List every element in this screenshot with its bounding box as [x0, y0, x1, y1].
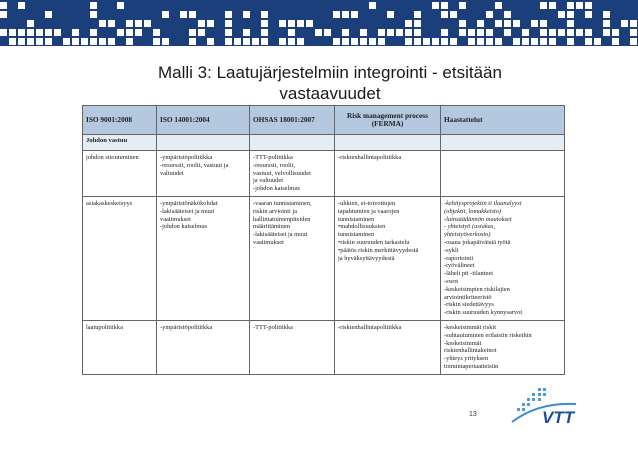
- band-square: [558, 11, 565, 18]
- band-square: [414, 29, 421, 36]
- band-square: [306, 20, 313, 27]
- band-square: [27, 20, 34, 27]
- cell-line: -TTT-politiikka: [253, 154, 293, 161]
- band-square: [450, 11, 457, 18]
- band-square: [288, 29, 295, 36]
- band-square: [135, 20, 142, 27]
- band-square: [603, 11, 610, 18]
- band-square: [90, 11, 97, 18]
- table-cell: [250, 151, 335, 197]
- band-square: [126, 20, 133, 27]
- band-square: [630, 29, 637, 36]
- band-square: [198, 20, 205, 27]
- band-square: [45, 29, 52, 36]
- band-square: [612, 29, 619, 36]
- cell-line: riskienhallintakeinot: [444, 347, 497, 355]
- band-square: [576, 29, 583, 36]
- band-square: [405, 29, 412, 36]
- band-square: [225, 29, 232, 36]
- band-square: [486, 11, 493, 18]
- cell-line: -lakisääteiset ja muut: [253, 231, 308, 239]
- band-square: [108, 20, 115, 27]
- band-square: [468, 38, 475, 45]
- band-square: [90, 29, 97, 36]
- table-header-row: [83, 106, 565, 135]
- band-square: [405, 20, 412, 27]
- band-square: [459, 29, 466, 36]
- cell-line: -swot: [444, 277, 459, 285]
- cell-line: vastuut, velvollisuudet: [253, 169, 311, 177]
- band-square: [540, 38, 547, 45]
- band-square: [585, 29, 592, 36]
- table-cell: [157, 151, 250, 197]
- cell-line: -suhtautuminen erilaisiin riskeihin: [444, 331, 532, 339]
- header-band: [0, 0, 638, 46]
- band-square: [342, 38, 349, 45]
- band-square: [0, 11, 7, 18]
- band-square: [45, 38, 52, 45]
- section-empty-cell: [441, 135, 565, 151]
- page-number: 13: [469, 411, 477, 418]
- cell-line: -kehitysprojektin ti ilaanalyysi: [444, 199, 522, 207]
- band-square: [108, 38, 115, 45]
- band-square: [585, 2, 592, 9]
- section-row: [83, 135, 565, 151]
- band-square: [90, 38, 97, 45]
- section-label: Johdon vastuu: [83, 135, 157, 151]
- band-square: [558, 29, 565, 36]
- band-square: [288, 38, 295, 45]
- slide-title: [60, 62, 600, 104]
- cell-line: -osana jokapäiväistä työtä: [444, 238, 511, 246]
- cell-line: (objektit, lomakkeisto): [444, 207, 502, 215]
- band-square: [243, 11, 250, 18]
- band-square: [567, 29, 574, 36]
- band-square: [180, 11, 187, 18]
- band-square: [540, 2, 547, 9]
- band-square: [495, 20, 502, 27]
- cell-line: riskin arviointi ja: [253, 207, 298, 215]
- band-square: [351, 38, 358, 45]
- table-row: [83, 320, 565, 374]
- band-square: [360, 29, 367, 36]
- band-square: [342, 29, 349, 36]
- cell-line: johdon sitoutuminen: [86, 154, 139, 161]
- cell-line: tunnistaminen: [338, 215, 375, 223]
- band-square: [450, 38, 457, 45]
- band-square: [441, 38, 448, 45]
- band-square: [504, 29, 511, 36]
- band-square: [495, 38, 502, 45]
- band-square: [81, 38, 88, 45]
- cell-line: -keskeisimmät riskit: [444, 323, 497, 331]
- band-square: [117, 29, 124, 36]
- cell-line: -johdon katselmus: [160, 223, 208, 231]
- checkered-band-graphic: [0, 0, 638, 46]
- table-cell: [441, 151, 565, 197]
- band-square: [612, 38, 619, 45]
- band-square: [531, 20, 538, 27]
- table-cell: [83, 151, 157, 197]
- band-square: [18, 38, 25, 45]
- band-square: [261, 29, 268, 36]
- band-square: [459, 20, 466, 27]
- cell-line: -ympäristönäkökohdat: [160, 199, 218, 207]
- band-square: [513, 38, 520, 45]
- band-square: [333, 11, 340, 18]
- band-square: [621, 20, 628, 27]
- band-square: [99, 20, 106, 27]
- band-square: [117, 2, 124, 9]
- band-square: [9, 29, 16, 36]
- band-square: [378, 29, 385, 36]
- band-square: [99, 38, 106, 45]
- band-square: [549, 29, 556, 36]
- slide-title-line-2: vastaavuudet: [279, 84, 381, 103]
- band-square: [630, 20, 637, 27]
- cell-line: tunnistaminen: [338, 231, 375, 239]
- band-square: [9, 38, 16, 45]
- band-square: [594, 38, 601, 45]
- band-square: [189, 29, 196, 36]
- band-square: [477, 38, 484, 45]
- cell-line: -riskienhallintapolitiikka: [338, 323, 402, 331]
- band-square: [432, 38, 439, 45]
- cell-line: -vaaran tunnistaminen,: [253, 199, 312, 207]
- cell-line: - yhteistyö (asiakas,: [444, 223, 495, 231]
- header-cell: Haastattelut: [441, 106, 565, 135]
- band-square: [189, 11, 196, 18]
- section-empty-cell: [157, 135, 250, 151]
- band-square: [351, 11, 358, 18]
- band-square: [585, 38, 592, 45]
- band-square: [18, 29, 25, 36]
- band-square: [324, 29, 331, 36]
- band-square: [441, 29, 448, 36]
- band-square: [477, 29, 484, 36]
- band-square: [126, 38, 133, 45]
- band-square: [153, 29, 160, 36]
- section-empty-cell: [335, 135, 441, 151]
- cell-line: -riskienhallintapolitiikka: [338, 154, 402, 161]
- header-cell: Risk management process (FERMA): [335, 106, 441, 135]
- band-square: [90, 2, 97, 9]
- band-square: [414, 38, 421, 45]
- cell-line: valtuudet: [160, 169, 184, 177]
- cell-line: -ympäristöpolitiikka: [160, 154, 213, 161]
- band-square: [0, 29, 7, 36]
- band-square: [162, 38, 169, 45]
- band-square: [342, 11, 349, 18]
- band-square: [603, 20, 610, 27]
- band-square: [567, 11, 574, 18]
- band-square: [189, 38, 196, 45]
- cell-line: •päätös riskin merkittävyydestä: [338, 246, 419, 254]
- band-square: [567, 20, 574, 27]
- table-cell: [250, 196, 335, 320]
- band-square: [513, 20, 520, 27]
- table-cell: [335, 320, 441, 374]
- cell-line: -lainsäädännön muutokset: [444, 215, 512, 223]
- band-square: [369, 38, 376, 45]
- cell-line: -johdon katselmus: [253, 185, 301, 193]
- band-square: [522, 38, 529, 45]
- cell-line: -lähelt pti -tilanteet: [444, 270, 493, 278]
- header-cell: OHSAS 18001:2007: [250, 106, 335, 135]
- cell-line: -keskeisimmät: [444, 339, 482, 347]
- band-square: [225, 20, 232, 27]
- standards-comparison-table: [82, 105, 565, 375]
- cell-line: arviointikriteeristö: [444, 293, 492, 301]
- cell-line: ja hyväksyttävyydestä: [338, 254, 395, 262]
- band-square: [27, 38, 34, 45]
- band-square: [495, 2, 502, 9]
- cell-line: hallintatoimenpiteiden: [253, 215, 311, 223]
- table-row: [83, 151, 565, 197]
- band-square: [468, 29, 475, 36]
- band-square: [531, 38, 538, 45]
- table-cell: [441, 196, 565, 320]
- band-square: [153, 38, 160, 45]
- band-square: [576, 2, 583, 9]
- band-square: [540, 29, 547, 36]
- cell-line: määrittäminen: [253, 223, 290, 231]
- band-square: [486, 38, 493, 45]
- band-square: [72, 38, 79, 45]
- cell-line: -yhteys yrityksen: [444, 355, 489, 363]
- band-square: [630, 38, 637, 45]
- band-square: [603, 29, 610, 36]
- band-square: [261, 20, 268, 27]
- table-cell: [335, 151, 441, 197]
- band-square: [333, 38, 340, 45]
- band-square: [126, 29, 133, 36]
- band-square: [288, 20, 295, 27]
- band-square: [486, 29, 493, 36]
- band-square: [396, 29, 403, 36]
- band-square: [45, 11, 52, 18]
- slide-title-line-1: Malli 3: Laatujärjestelmiin integrointi - etsitään: [158, 63, 502, 82]
- header-cell: ISO 9001:2008: [83, 106, 157, 135]
- table-cell: [83, 320, 157, 374]
- band-square: [225, 38, 232, 45]
- band-square: [369, 2, 376, 9]
- band-square: [144, 20, 151, 27]
- cell-line: yhteistyöverkosto): [444, 231, 491, 239]
- band-square: [414, 11, 421, 18]
- band-square: [432, 2, 439, 9]
- cell-line: -sykli: [444, 246, 459, 254]
- band-square: [225, 11, 232, 18]
- cell-line: ja valtuudet: [253, 177, 283, 185]
- table-cell: [441, 320, 565, 374]
- cell-line: -keskeisimpien riskilajien: [444, 285, 510, 293]
- cell-line: •mahdollisuuksien: [338, 223, 386, 231]
- band-square: [423, 38, 430, 45]
- band-square: [567, 38, 574, 45]
- band-square: [261, 11, 268, 18]
- vtt-logo: [508, 384, 580, 428]
- band-square: [378, 38, 385, 45]
- band-square: [405, 38, 412, 45]
- band-square: [387, 29, 394, 36]
- band-square: [387, 11, 394, 18]
- band-square: [504, 11, 511, 18]
- band-square: [459, 2, 466, 9]
- cell-line: -resurssit, roolit, vastuut ja: [160, 161, 229, 169]
- band-square: [36, 29, 43, 36]
- section-empty-cell: [250, 135, 335, 151]
- cell-line: toimintaperiaatteisiin: [444, 362, 499, 370]
- band-square: [234, 38, 241, 45]
- band-square: [243, 29, 250, 36]
- band-square: [162, 11, 169, 18]
- table-cell: [83, 196, 157, 320]
- band-square: [18, 2, 25, 9]
- band-square: [522, 29, 529, 36]
- band-square: [279, 38, 286, 45]
- cell-line: -uhkien, ei-toivottujen: [338, 199, 396, 207]
- band-square: [549, 2, 556, 9]
- cell-line: -lakisääteiset ja muut: [160, 207, 215, 215]
- cell-line: vaatimukset: [160, 215, 191, 223]
- header-cell: ISO 14001:2004: [157, 106, 250, 135]
- band-square: [414, 20, 421, 27]
- cell-line: vaatimukset: [253, 238, 284, 246]
- band-square: [297, 20, 304, 27]
- table-cell: [157, 196, 250, 320]
- band-square: [135, 29, 142, 36]
- band-square: [207, 20, 214, 27]
- band-square: [315, 29, 322, 36]
- band-square: [207, 38, 214, 45]
- band-square: [504, 20, 511, 27]
- band-square: [198, 29, 205, 36]
- band-square: [279, 20, 286, 27]
- band-square: [477, 20, 484, 27]
- table-row: [83, 196, 565, 320]
- band-square: [63, 38, 70, 45]
- band-square: [540, 20, 547, 27]
- cell-line: -TTT-politiikka: [253, 323, 293, 331]
- band-square: [54, 29, 61, 36]
- band-square: [0, 2, 7, 9]
- table-cell: [335, 196, 441, 320]
- band-square: [36, 38, 43, 45]
- cell-line: asiakaskeskeisyys: [86, 199, 133, 207]
- band-square: [243, 38, 250, 45]
- cell-line: -resurssit, roolit,: [253, 161, 296, 169]
- cell-line: -riskin siedettävyys: [444, 301, 494, 309]
- cell-line: tapahtumien ja vaarojen: [338, 207, 400, 215]
- band-square: [567, 2, 574, 9]
- cell-line: -ympäristöpolitiikka: [160, 323, 213, 331]
- band-square: [360, 38, 367, 45]
- band-square: [27, 29, 34, 36]
- band-square: [549, 38, 556, 45]
- cell-line: -raportointi: [444, 254, 474, 262]
- band-square: [72, 29, 79, 36]
- cell-line: -riskin suuruuden kynnysarvot: [444, 309, 523, 317]
- cell-line: •riskin suuruuden tarkastelu: [338, 238, 410, 246]
- table-cell: [250, 320, 335, 374]
- table-cell: [157, 320, 250, 374]
- band-square: [252, 38, 259, 45]
- band-square: [261, 38, 268, 45]
- band-square: [441, 2, 448, 9]
- band-square: [297, 38, 304, 45]
- logo-wordmark: VTT: [542, 408, 575, 427]
- band-square: [585, 11, 592, 18]
- band-square: [441, 11, 448, 18]
- cell-line: -työvälineet: [444, 262, 475, 270]
- cell-line: laatupolitiikka: [86, 323, 123, 331]
